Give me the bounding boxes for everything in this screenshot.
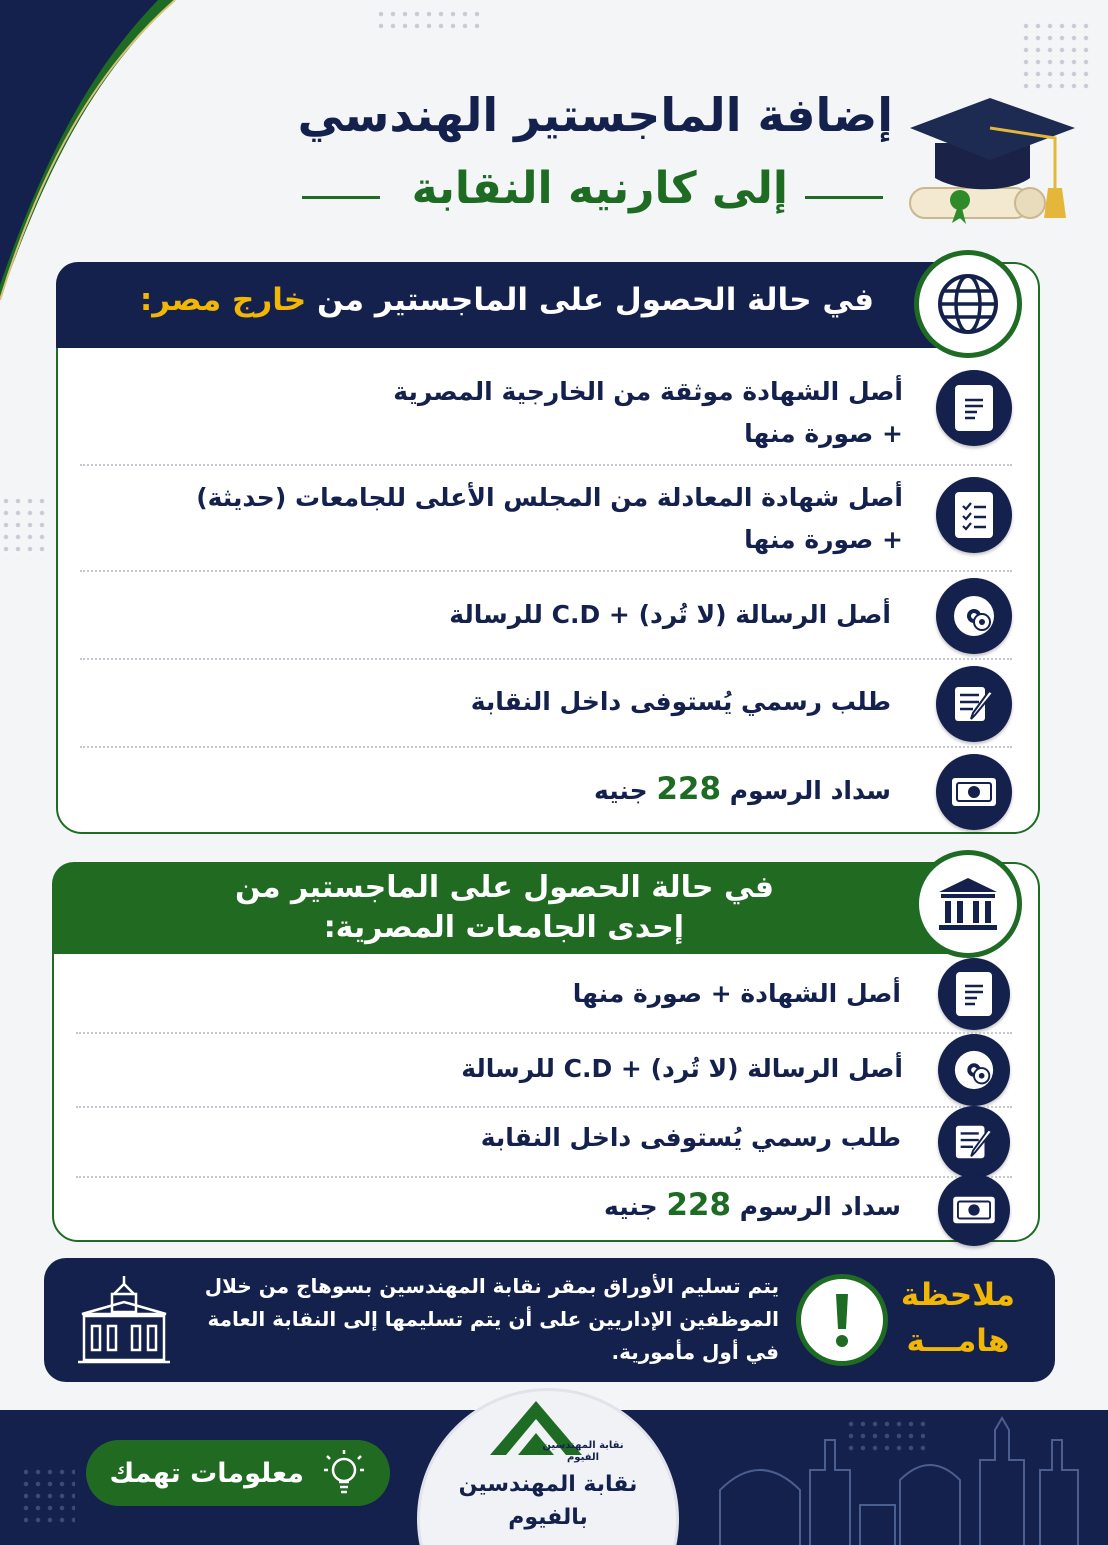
disc-icon-badge [936,578,1012,654]
globe-badge [914,250,1022,358]
egypt-section-header [52,862,982,954]
page-title: إضافة الماجستير الهندسي [297,88,893,142]
corner-decoration [0,0,420,300]
document-icon-badge [938,958,1010,1030]
egypt-heading-line2: إحدى الجامعات المصرية: [323,910,684,945]
abroad-heading-text: في حالة الحصول على الماجستير من [317,282,874,318]
row-divider [80,658,1012,660]
money-icon-badge [936,754,1012,830]
disc-icon-badge [938,1034,1010,1106]
document-icon-badge [936,370,1012,446]
dot-pattern [845,1418,925,1454]
university-badge [914,850,1022,958]
building-icon [74,1272,174,1368]
disc-icon [951,593,997,639]
checklist-icon-badge [936,477,1012,553]
university-icon [935,874,1001,934]
exclamation-badge [796,1274,888,1366]
title-divider [302,196,380,199]
form-icon [952,1122,996,1162]
row-divider [80,746,1012,748]
fee-item: سداد الرسوم 228 جنيه [594,771,891,807]
globe-icon [935,271,1001,337]
document-icon [961,979,987,1009]
fee-amount: 228 [666,1187,732,1223]
form-icon-badge [936,666,1012,742]
row-divider [76,1106,1012,1108]
row-divider [80,570,1012,572]
dot-pattern [1020,20,1090,90]
list-item: أصل الشهادة موثقة من الخارجية المصرية + صورة منها [393,377,903,448]
important-note [44,1258,1055,1382]
row-divider [76,1032,1012,1034]
list-item: أصل الرسالة (لا تُرد) + C.D للرسالة [461,1054,903,1083]
checklist-icon [960,499,988,531]
logo-caption: نقابة المهندسين الفيوم [542,1440,624,1463]
dot-pattern [0,495,48,559]
dot-pattern [375,8,485,30]
form-icon-badge [938,1106,1010,1178]
egypt-heading-line1: في حالة الحصول على الماجستير من [234,870,774,905]
lightbulb-icon [322,1448,366,1498]
abroad-heading-highlight: خارج مصر: [139,282,307,318]
list-item: أصل الشهادة + صورة منها [572,979,901,1008]
document-icon [961,393,987,423]
abroad-section-header [56,262,986,348]
title-divider [805,196,883,199]
row-divider [76,1176,1012,1178]
disc-icon [952,1048,996,1092]
money-icon [950,1193,998,1227]
info-pill-text: معلومات تهمك [109,1457,304,1489]
money-icon-badge [938,1174,1010,1246]
form-icon [951,683,997,725]
page-subtitle: إلى كارنيه النقابة [411,163,788,214]
list-item: طلب رسمي يُستوفى داخل النقابة [480,1123,901,1152]
note-text: يتم تسليم الأوراق بمقر نقابة المهندسين بسوهاج من خلال الموظفين الإداريين على أن يتم تسليمها إلى النقابة العامة في أول مأمورية. [204,1274,779,1364]
money-icon [949,774,999,810]
info-pill [86,1440,390,1506]
list-item: طلب رسمي يُستوفى داخل النقابة [470,687,891,716]
list-item: أصل شهادة المعادلة من المجلس الأعلى للجامعات (حديثة) + صورة منها [196,483,903,554]
note-label: ملاحظة هامـــة [900,1277,1015,1359]
org-name-line1: نقابة المهندسين [458,1472,638,1497]
list-item: أصل الرسالة (لا تُرد) + C.D للرسالة [449,600,891,629]
row-divider [80,464,1012,466]
exclamation-icon [832,1291,852,1349]
org-name-line2: بالفيوم [508,1505,588,1530]
graduation-cap-icon [890,88,1090,238]
dot-pattern [20,1466,75,1526]
fee-amount: 228 [656,771,722,807]
fee-item: سداد الرسوم 228 جنيه [604,1187,901,1223]
